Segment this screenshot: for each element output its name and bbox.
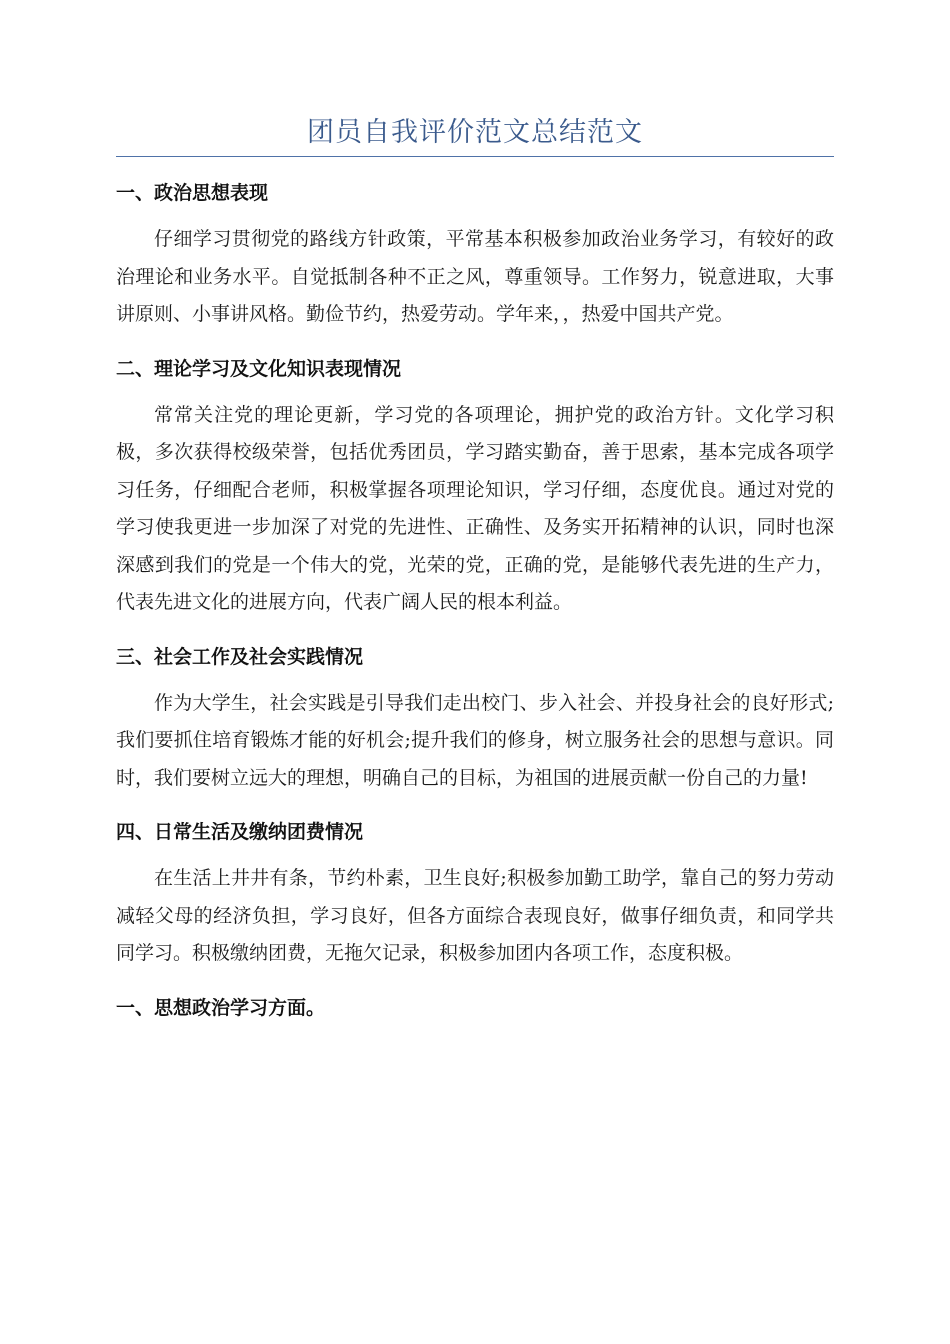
section-heading: 四、日常生活及缴纳团费情况 <box>116 821 364 843</box>
section-theory-study <box>116 355 834 622</box>
section-heading: 一、思想政治学习方面。 <box>116 996 326 1019</box>
section-social-practice <box>116 643 834 798</box>
section-heading: 二、理论学习及文化知识表现情况 <box>116 357 402 380</box>
section-ideological-study <box>116 994 834 1022</box>
section-paragraph: 在生活上井井有条，节约朴素，卫生良好;积极参加勤工助学，靠自己的努力劳动减轻父母的经济负担，学习良好，但各方面综合表现良好，做事仔细负责，和同学共同学习。积极缴纳团费，无拖欠记录，积极参加团内各项工作，态度积极。 <box>116 867 834 964</box>
section-paragraph: 常常关注党的理论更新，学习党的各项理论，拥护党的政治方针。文化学习积极，多次获得校级荣誉，包括优秀团员，学习踏实勤奋，善于思索，基本完成各项学习任务，仔细配合老师，积极掌握各项理论知识，学习仔细，态度优良。通过对党的学习使我更进一步加深了对党的先进性、正确性、及务实开拓精神的认识，同时也深深感到我们的党是一个伟大的党，光荣的党，正确的党，是能够代表先进的生产力，代表先进文化的进展方向，代表广阔人民的根本利益。 <box>116 403 834 613</box>
section-heading: 一、政治思想表现 <box>116 182 269 204</box>
section-paragraph: 作为大学生，社会实践是引导我们走出校门、步入社会、并投身社会的良好形式;我们要抓住培育锻炼才能的好机会;提升我们的修身，树立服务社会的思想与意识。同时，我们要树立远大的理想，明确自己的目标，为祖国的进展贡献一份自己的力量! <box>116 691 834 789</box>
section-heading: 三、社会工作及社会实践情况 <box>116 645 364 668</box>
section-paragraph: 仔细学习贯彻党的路线方针政策，平常基本积极参加政治业务学习，有较好的政治理论和业务水平。自觉抵制各种不正之风，尊重领导。工作努力，锐意进取，大事讲原则、小事讲风格。勤俭节约，热爱劳动。学年来，，热爱中国共产党。 <box>116 228 834 325</box>
document-page <box>116 112 834 1022</box>
document-title: 团员自我评价范文总结范文 <box>116 112 834 157</box>
section-daily-life <box>116 818 834 973</box>
section-political-performance <box>116 179 834 334</box>
